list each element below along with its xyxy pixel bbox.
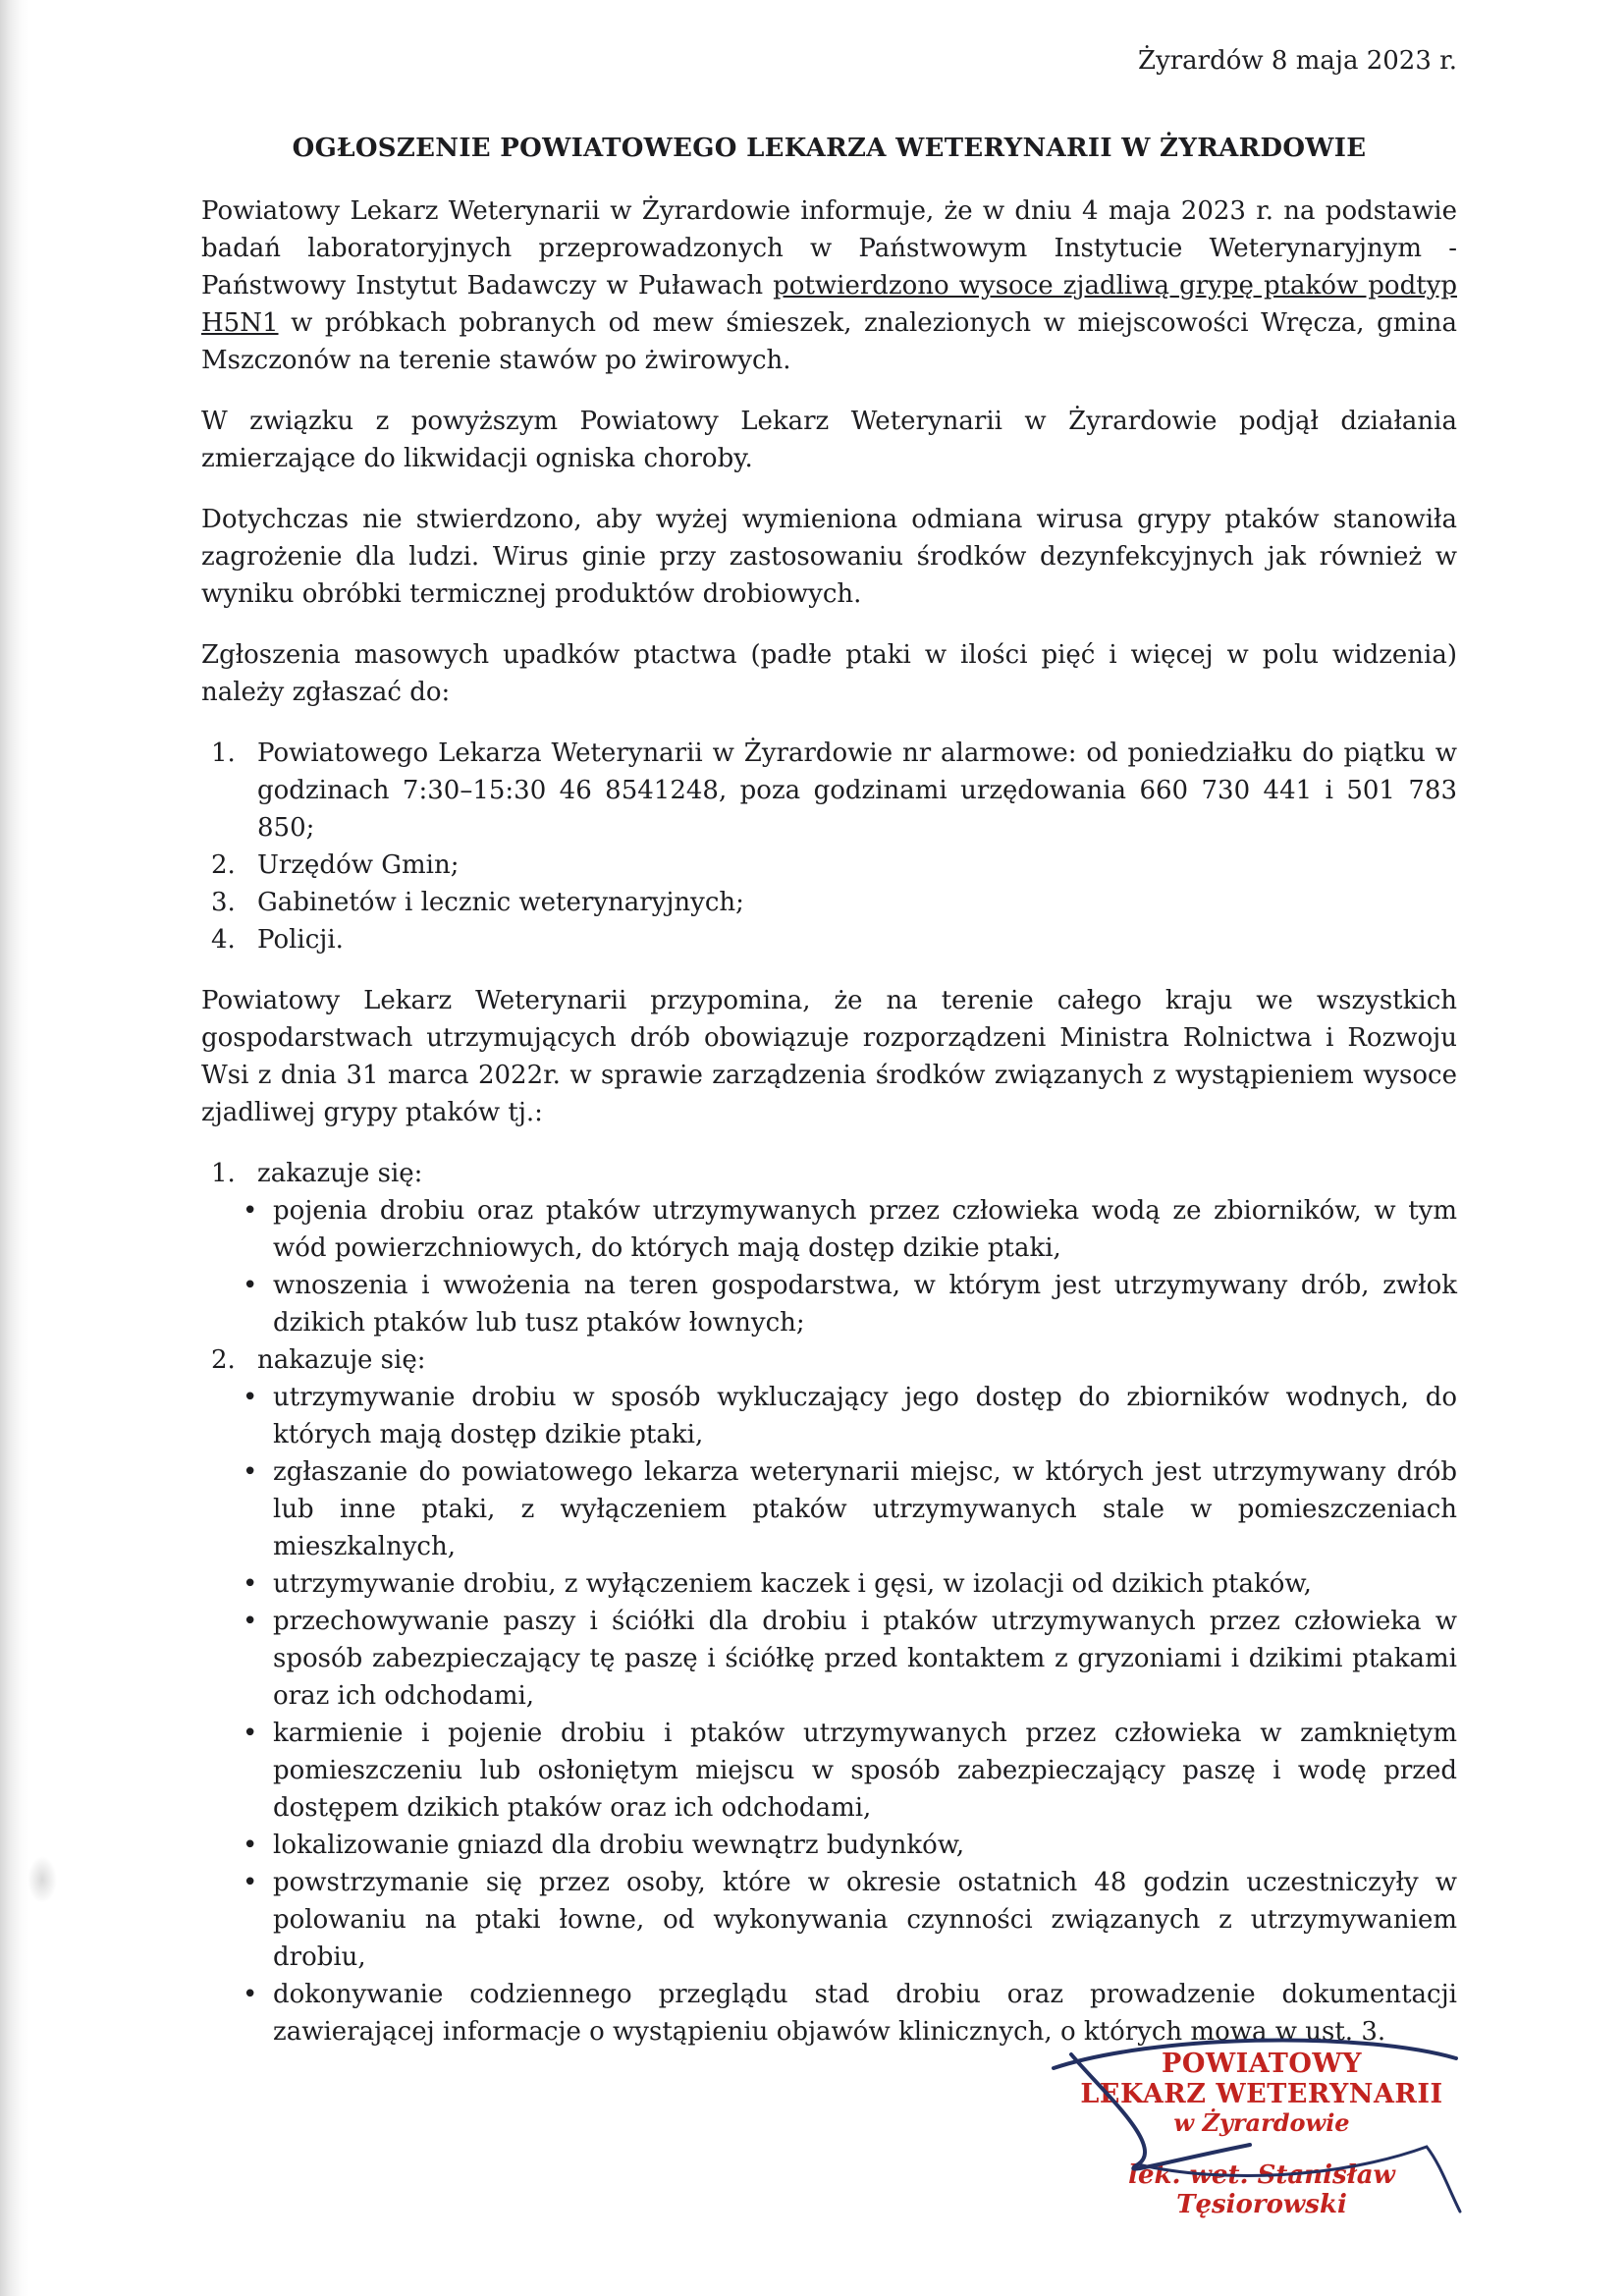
- stamp-line-3: w Żyrardowie: [1173, 2108, 1350, 2137]
- bullet-item: • dokonywanie codziennego przeglądu stad drobiu oraz prowadzenie dokumentacji zawierającej informacje o wystąpieniu objawów klinicznych, o których mowa w ust. 3.: [257, 1976, 1457, 2050]
- intro-text-underlined: potwierdzono wysoce zjadliwą grypę ptaków podtyp H5N1: [201, 271, 1457, 338]
- bullet-item: • pojenia drobiu oraz ptaków utrzymywanych przez człowieka wodą ze zbiorników, w tym wód powierzchniowych, do których mają dostęp dzikie ptaki,: [257, 1192, 1457, 1267]
- report-contacts-list: [201, 735, 1457, 958]
- scan-edge-artifact: [0, 0, 29, 2296]
- bullet-item: • utrzymywanie drobiu, z wyłączeniem kaczek i gęsi, w izolacji od dzikich ptaków,: [257, 1565, 1457, 1603]
- document-title: OGŁOSZENIE POWIATOWEGO LEKARZA WETERYNARII W ŻYRARDOWIE: [292, 134, 1367, 163]
- bullet-item: • karmienie i pojenie drobiu i ptaków utrzymywanych przez człowieka w zamkniętym pomieszczeniu lub osłoniętym miejscu w sposób zabezpieczający paszę i wodę przed dostępem dzikich ptaków oraz ich odchodami,: [257, 1715, 1457, 1827]
- scan-smudge-artifact: [27, 1856, 57, 1903]
- list-item: Gabinetów i lecznic weterynaryjnych;: [257, 888, 744, 917]
- list-item: [201, 1155, 1457, 1341]
- intro-paragraph: [201, 192, 1457, 379]
- bullet-item: • wnoszenia i wwożenia na teren gospodarstwa, w którym jest utrzymywany drób, zwłok dzikich ptaków lub tusz ptaków łownych;: [257, 1267, 1457, 1341]
- bullet-item: • zgłaszanie do powiatowego lekarza weterynarii miejsc, w których jest utrzymywany drób lub inne ptaki, z wyłączeniem ptaków utrzymywanych stale w pomieszczeniach mieszkalnych,: [257, 1453, 1457, 1565]
- reminder-paragraph: Powiatowy Lekarz Weterynarii przypomina, że na terenie całego kraju we wszystkich gospodarstwach utrzymujących drób obowiązuje rozporządzeni Ministra Rolnictwa i Rozwoju Wsi z dnia 31 marca 2022r. w sprawie zarządzenia środków związanych z wystąpieniem wysoce zjadliwej grypy ptaków tj.:: [201, 986, 1457, 1127]
- regulations-list: [201, 1155, 1457, 2050]
- list-item: Powiatowego Lekarza Weterynarii w Żyrardowie nr alarmowe: od poniedziałku do piątku w godzinach 7:30–15:30 46 8541248, poza godzinami urzędowania 660 730 441 i 501 783 850;: [257, 738, 1457, 843]
- regulation-label: zakazuje się:: [257, 1159, 423, 1188]
- intro-text-after: w próbkach pobranych od mew śmieszek, znalezionych w miejscowości Wręcza, gmina Mszczonów na terenie stawów po żwirowych.: [201, 308, 1457, 375]
- obligations-sublist: [257, 1379, 1457, 2050]
- list-item: Urzędów Gmin;: [257, 850, 460, 880]
- regulation-label: nakazuje się:: [257, 1345, 426, 1375]
- bullet-item: • utrzymywanie drobiu w sposób wykluczający jego dostęp do zbiorników wodnych, do których mają dostęp dzikie ptaki,: [257, 1379, 1457, 1453]
- reporting-paragraph: Zgłoszenia masowych upadków ptactwa (padłe ptaki w ilości pięć i więcej w polu widzenia) należy zgłaszać do:: [201, 640, 1457, 707]
- prohibitions-sublist: [257, 1192, 1457, 1341]
- stamp-line-1: POWIATOWY: [1162, 2049, 1362, 2079]
- veterinarian-name: lek. wet. Stanisław Tęsiorowski: [1128, 2160, 1395, 2219]
- bullet-item: • przechowywanie paszy i ściółki dla drobiu i ptaków utrzymywanych przez człowieka w sposób zabezpieczający tę paszę i ściółkę przed kontaktem z gryzoniami i dzikimi ptakami oraz ich odchodami,: [257, 1603, 1457, 1715]
- official-stamp: [1051, 2049, 1473, 2219]
- list-item: [201, 1341, 1457, 2050]
- date-line: Żyrardów 8 maja 2023 r.: [1138, 46, 1457, 76]
- bullet-item: • powstrzymanie się przez osoby, które w okresie ostatnich 48 godzin uczestniczyły w polowaniu na ptaki łowne, od wykonywania czynności związanych z utrzymywaniem drobiu,: [257, 1864, 1457, 1976]
- stamp-line-2: LEKARZ WETERYNARII: [1080, 2079, 1443, 2109]
- no-threat-paragraph: Dotychczas nie stwierdzono, aby wyżej wymieniona odmiana wirusa grypy ptaków stanowiła zagrożenie dla ludzi. Wirus ginie przy zastosowaniu środków dezynfekcyjnych jak również w wyniku obróbki termicznej produktów drobiowych.: [201, 505, 1457, 609]
- intro-text-before: Powiatowy Lekarz Weterynarii w Żyrardowie informuje, że w dniu 4 maja 2023 r. na podstawie badań laboratoryjnych przeprowadzonych w Państwowym Instytucie Weterynaryjnym - Państwowy Instytut Badawczy w Puławach: [201, 196, 1457, 301]
- document-content: [201, 45, 1457, 2074]
- actions-paragraph: W związku z powyższym Powiatowy Lekarz Weterynarii w Żyrardowie podjął działania zmierzające do likwidacji ogniska choroby.: [201, 407, 1457, 473]
- bullet-item: • lokalizowanie gniazd dla drobiu wewnątrz budynków,: [257, 1827, 1457, 1864]
- list-item: Policji.: [257, 925, 344, 955]
